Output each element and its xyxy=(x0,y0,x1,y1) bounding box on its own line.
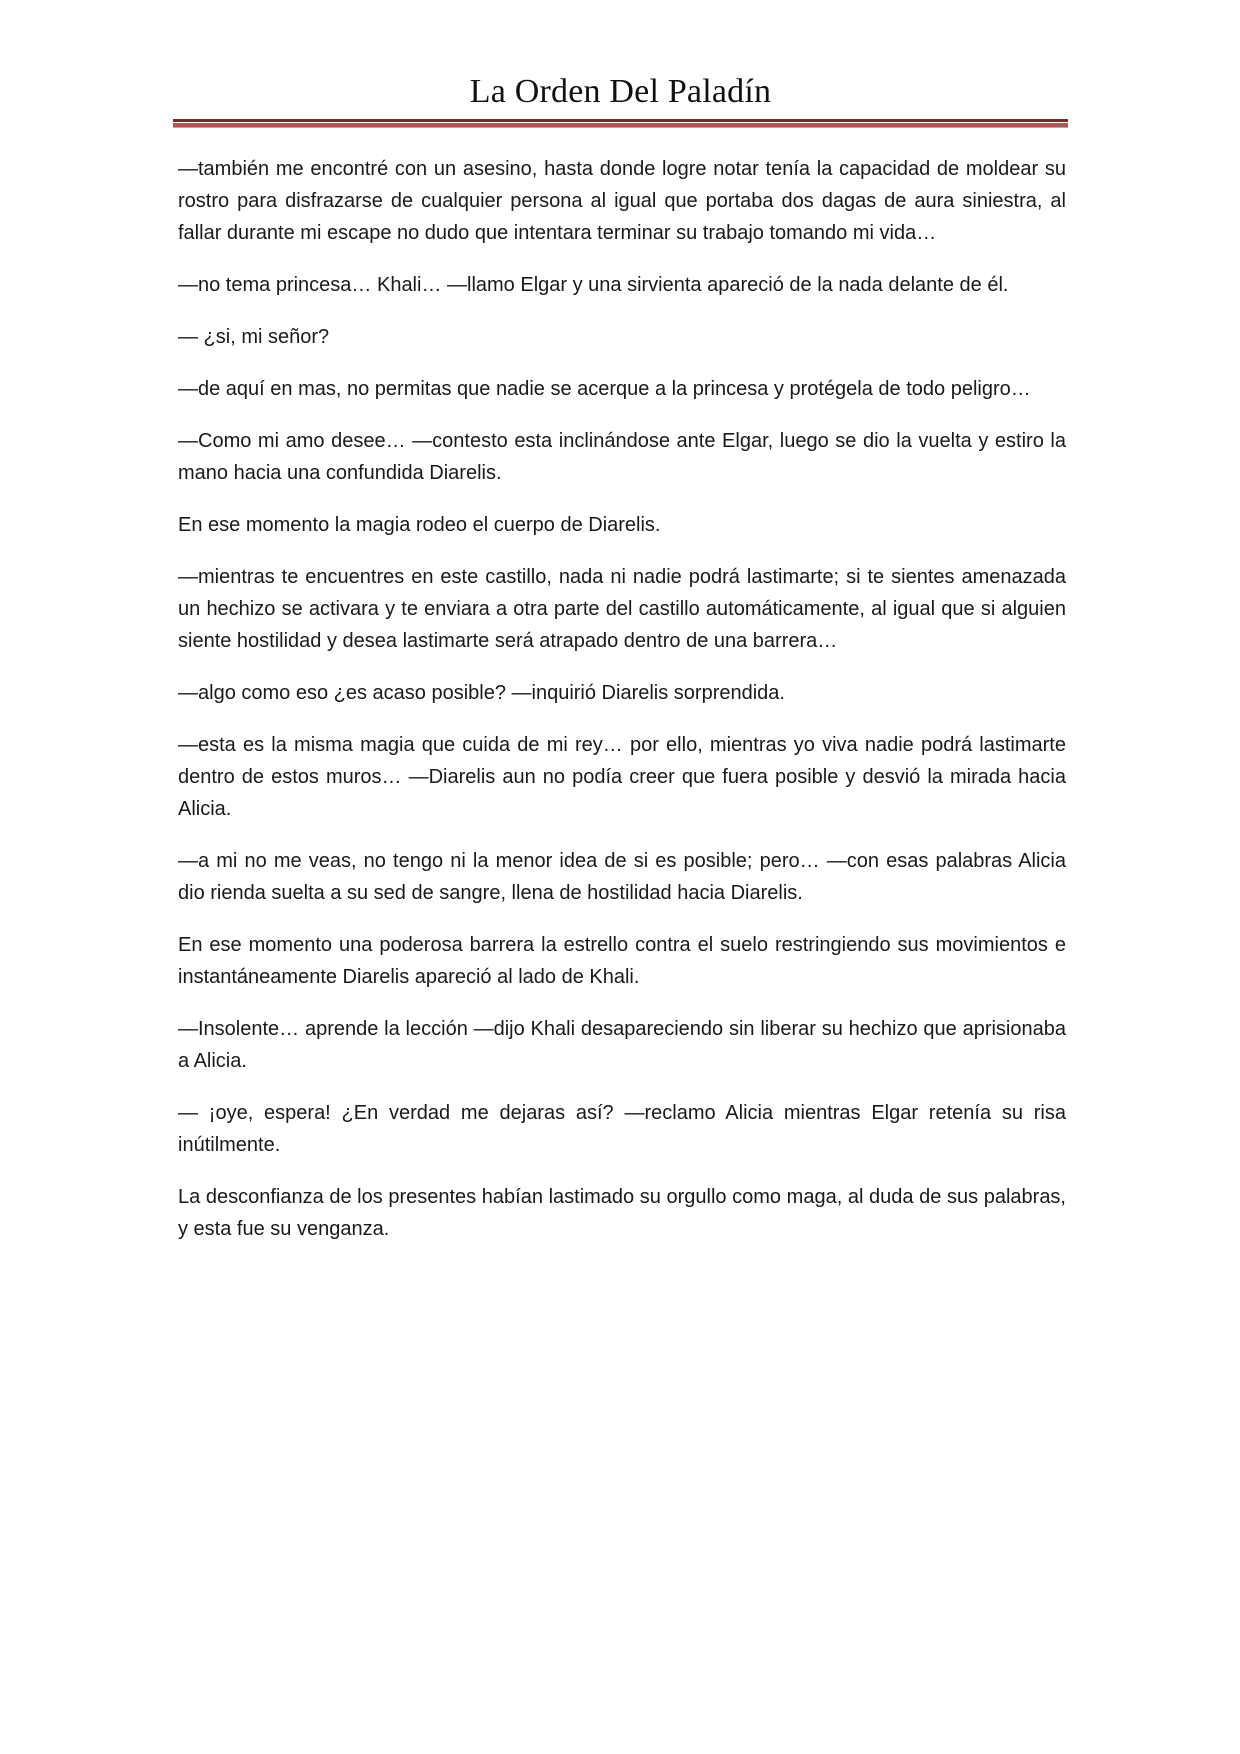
paragraph: En ese momento la magia rodeo el cuerpo de Diarelis. xyxy=(178,514,661,536)
paragraph: —no tema princesa… Khali… —llamo Elgar y una sirvienta apareció de la nada delante de él. xyxy=(178,274,1009,296)
paragraph: —mientras te encuentres en este castillo, nada ni nadie podrá lastimarte; si te sientes amenazada un hechizo se activara y te enviara a otra parte del castillo automáticamente, al igual que si alguien siente hostilidad y desea lastimarte será atrapado dentro de una barrera… xyxy=(178,566,1066,652)
paragraph: La desconfianza de los presentes habían lastimado su orgullo como maga, al duda de sus palabras, y esta fue su venganza. xyxy=(178,1186,1066,1240)
paragraph: — ¿si, mi señor? xyxy=(178,326,330,348)
header-divider xyxy=(173,119,1068,123)
paragraph: —también me encontré con un asesino, hasta donde logre notar tenía la capacidad de moldear su rostro para disfrazarse de cualquier persona al igual que portaba dos dagas de aura siniestra, al fallar durante mi escape no dudo que intentara terminar su trabajo tomando mi vida… xyxy=(178,158,1066,244)
paragraph: —esta es la misma magia que cuida de mi rey… por ello, mientras yo viva nadie podrá lastimarte dentro de estos muros… —Diarelis aun no podía creer que fuera posible y desvió la mirada hacia Alicia. xyxy=(178,734,1066,820)
paragraph: —de aquí en mas, no permitas que nadie se acerque a la princesa y protégela de todo peligro… xyxy=(178,378,1031,400)
paragraph: —Insolente… aprende la lección —dijo Khali desapareciendo sin liberar su hechizo que aprisionaba a Alicia. xyxy=(178,1018,1066,1072)
paragraph: En ese momento una poderosa barrera la estrello contra el suelo restringiendo sus movimientos e instantáneamente Diarelis apareció al lado de Khali. xyxy=(178,934,1066,988)
paragraph: —Como mi amo desee… —contesto esta inclinándose ante Elgar, luego se dio la vuelta y estiro la mano hacia una confundida Diarelis. xyxy=(178,430,1066,484)
body-text xyxy=(178,153,1066,1265)
paragraph: —algo como eso ¿es acaso posible? —inquirió Diarelis sorprendida. xyxy=(178,682,785,704)
paragraph: — ¡oye, espera! ¿En verdad me dejaras así? —reclamo Alicia mientras Elgar retenía su risa inútilmente. xyxy=(178,1102,1066,1156)
book-title: La Orden Del Paladín xyxy=(469,73,772,110)
paragraph: —a mi no me veas, no tengo ni la menor idea de si es posible; pero… —con esas palabras Alicia dio rienda suelta a su sed de sangre, llena de hostilidad hacia Diarelis. xyxy=(178,850,1066,904)
page-header xyxy=(173,70,1068,123)
